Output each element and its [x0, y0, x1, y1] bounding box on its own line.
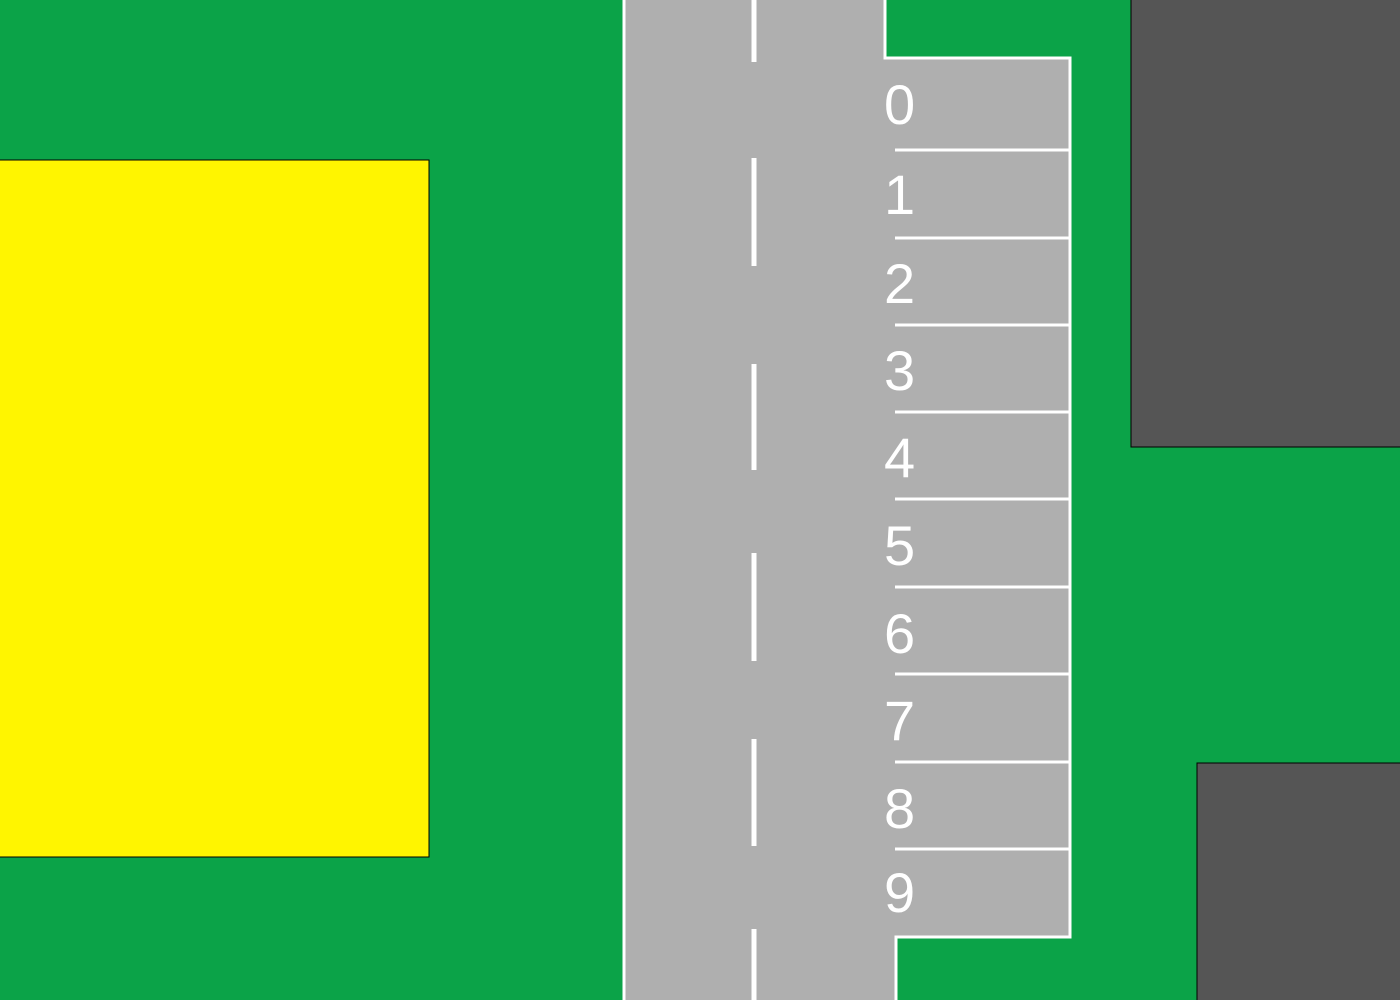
parking-spot-6[interactable]: 6: [884, 602, 916, 665]
parking-spot-7[interactable]: 7: [884, 689, 916, 752]
dark-building-top[interactable]: [1131, 0, 1400, 447]
parking-spot-8[interactable]: 8: [884, 777, 916, 840]
parking-spot-3[interactable]: 3: [884, 339, 916, 402]
parking-spot-5[interactable]: 5: [884, 514, 916, 577]
dark-building-bottom[interactable]: [1197, 763, 1400, 1000]
parking-spot-9[interactable]: 9: [884, 861, 916, 924]
parking-spot-0[interactable]: 0: [884, 73, 916, 136]
yellow-building[interactable]: [0, 160, 429, 857]
parking-spot-2[interactable]: 2: [884, 252, 916, 315]
parking-spot-4[interactable]: 4: [884, 426, 916, 489]
parking-spot-1[interactable]: 1: [884, 163, 916, 226]
